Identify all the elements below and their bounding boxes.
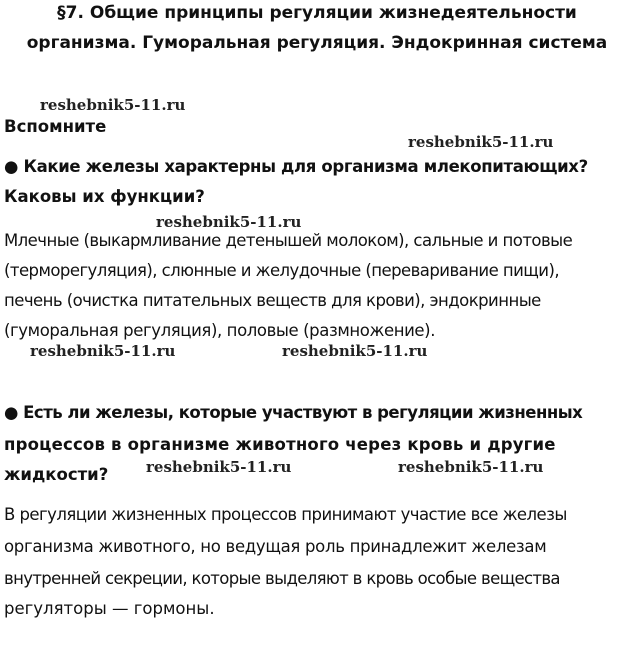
question-1-line-1: ● Какие железы характерны для организма млекопитающих?: [4, 157, 588, 176]
answer-1-line-2: (терморегуляция), слюнные и желудочные (переваривание пищи),: [4, 261, 560, 280]
page-title-line-2: организма. Гуморальная регуляция. Эндокринная система: [26, 33, 608, 53]
answer-2-line-2: организма животного, но ведущая роль принадлежит железам: [4, 537, 547, 556]
page-title-line-1: §7. Общие принципы регуляции жизнедеятельности: [57, 3, 577, 23]
watermark: reshebnik5-11.ru: [398, 458, 544, 476]
answer-1-line-1: Млечные (выкармливание детенышей молоком), сальные и потовые: [4, 231, 573, 250]
watermark: reshebnik5-11.ru: [30, 342, 176, 360]
answer-2-line-4: регуляторы — гормоны.: [4, 599, 215, 618]
answer-2-line-1: В регуляции жизненных процессов принимают участие все железы: [4, 505, 567, 524]
question-2-line-3: жидкости?: [4, 465, 109, 484]
watermark: reshebnik5-11.ru: [146, 458, 292, 476]
answer-2-line-3: внутренней секреции, которые выделяют в кровь особые вещества: [4, 569, 560, 588]
question-1-line-2: Каковы их функции?: [4, 187, 205, 206]
answer-1-line-3: печень (очистка питательных веществ для крови), эндокринные: [4, 291, 541, 310]
watermark: reshebnik5-11.ru: [40, 96, 186, 114]
question-2-line-1: ● Есть ли железы, которые участвуют в регуляции жизненных: [4, 403, 583, 422]
answer-1-line-4: (гуморальная регуляция), половые (размножение).: [4, 321, 436, 340]
watermark: reshebnik5-11.ru: [282, 342, 428, 360]
watermark: reshebnik5-11.ru: [408, 133, 554, 151]
question-2-line-2: процессов в организме животного через кровь и другие: [4, 435, 556, 454]
watermark: reshebnik5-11.ru: [156, 213, 302, 231]
remember-heading: Вспомните: [4, 117, 107, 136]
